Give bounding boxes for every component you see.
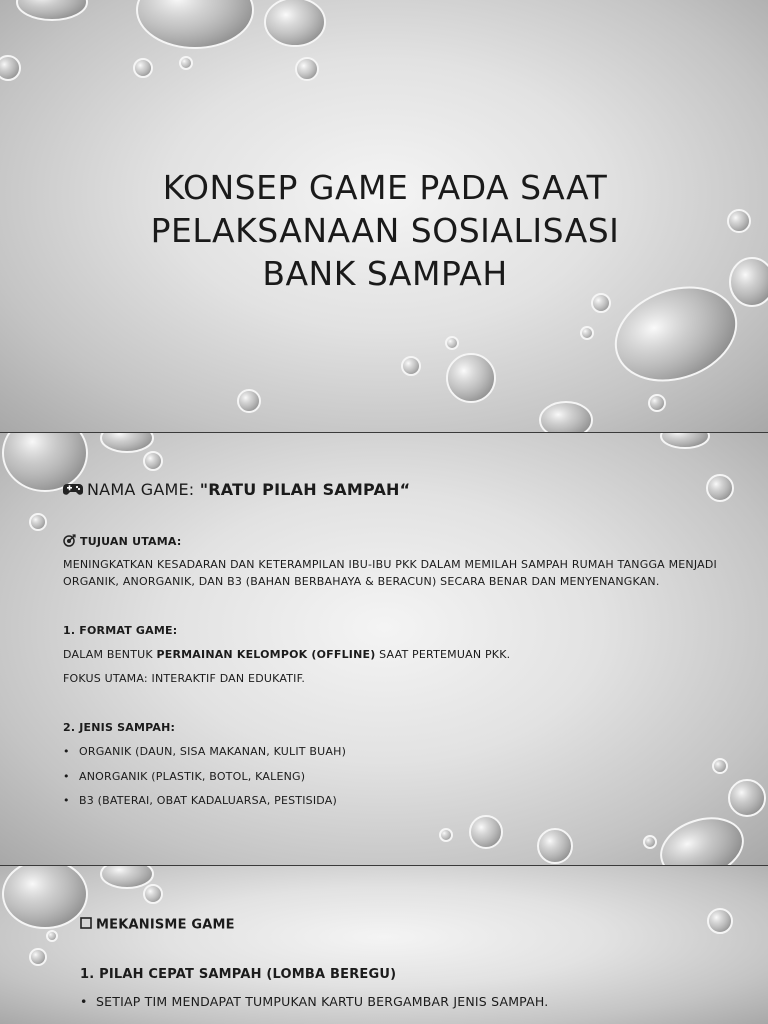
game-controller-icon	[63, 481, 83, 500]
list-item: • ORGANIK (DAUN, SISA MAKANAN, KULIT BUAH)	[63, 745, 346, 758]
slide-title	[150, 166, 620, 295]
mechanism-slide[interactable]	[0, 866, 768, 1024]
target-icon	[63, 534, 76, 550]
game-overview-slide[interactable]	[0, 433, 768, 865]
mechanism-heading-line	[80, 917, 235, 933]
goal-heading: TUJUAN UTAMA:	[80, 535, 182, 548]
format-text-pre: DALAM BENTUK	[63, 648, 157, 661]
title-line-2: PELAKSANAAN SOSIALISASI	[150, 211, 620, 250]
types-heading: 2. JENIS SAMPAH:	[63, 721, 176, 734]
list-item: • SETIAP TIM MENDAPAT TUMPUKAN KARTU BERGAMBAR JENIS SAMPAH.	[80, 994, 548, 1009]
game-name-line	[63, 480, 410, 500]
goal-text-2: ORGANIK, ANORGANIK, DAN B3 (BAHAN BERBAHAYA & BERACUN) SECARA BENAR DAN MENYENANGKAN.	[63, 575, 660, 588]
title-line-1: KONSEP GAME PADA SAAT	[162, 168, 608, 207]
game-name: "RATU PILAH SAMPAH“	[199, 480, 411, 499]
title-line-3: BANK SAMPAH	[262, 254, 508, 293]
step1-heading: 1. PILAH CEPAT SAMPAH (LOMBA BEREGU)	[80, 967, 397, 982]
format-text	[63, 648, 510, 661]
title-slide[interactable]	[0, 0, 768, 432]
list-item: • B3 (BATERAI, OBAT KADALUARSA, PESTISIDA)	[63, 794, 337, 807]
format-heading: 1. FORMAT GAME:	[63, 624, 178, 637]
mechanism-heading: MEKANISME GAME	[96, 917, 235, 933]
goal-heading-line	[63, 534, 181, 550]
checkbox-icon	[80, 917, 92, 933]
format-text-bold: PERMAINAN KELOMPOK (OFFLINE)	[156, 648, 376, 661]
game-label: NAMA GAME:	[87, 480, 200, 499]
list-item: • ANORGANIK (PLASTIK, BOTOL, KALENG)	[63, 770, 305, 783]
goal-text-1: MENINGKATKAN KESADARAN DAN KETERAMPILAN IBU-IBU PKK DALAM MEMILAH SAMPAH RUMAH TANGGA MENJADI	[63, 558, 717, 571]
focus-text: FOKUS UTAMA: INTERAKTIF DAN EDUKATIF.	[63, 672, 306, 685]
format-text-post: SAAT PERTEMUAN PKK.	[375, 648, 511, 661]
